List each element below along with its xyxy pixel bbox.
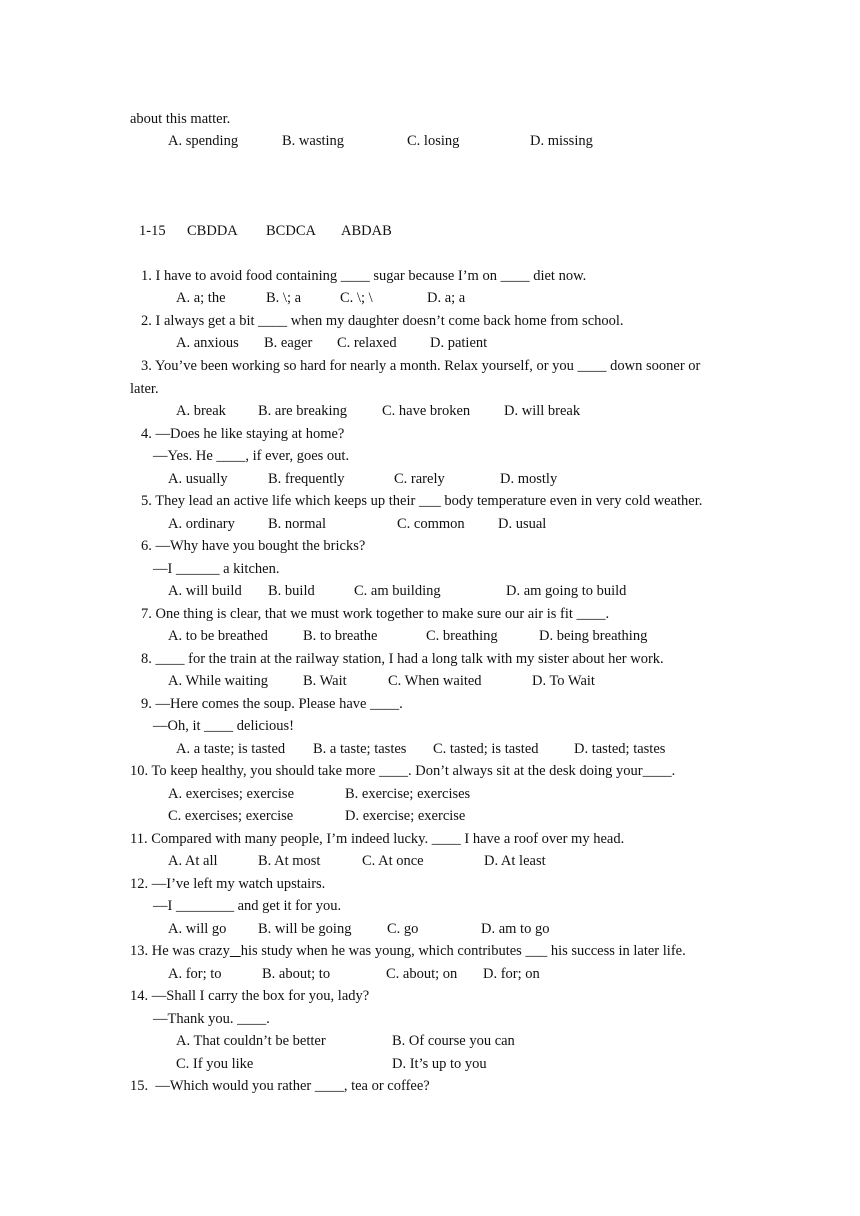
question-15-stem: 15. ―Which would you rather ____, tea or coffee? — [130, 1078, 430, 1094]
question-10-stem: 10. To keep healthy, you should take more ____. Don’t always sit at the desk doing your____. — [130, 763, 676, 779]
option-b: B. are breaking — [258, 403, 347, 419]
option-b: B. Wait — [303, 673, 347, 689]
option-a: A. break — [176, 403, 226, 419]
question-2-stem: 2. I always get a bit ____ when my daughter doesn’t come back home from school. — [141, 313, 624, 329]
question-11-stem: 11. Compared with many people, I’m indeed lucky. ____ I have a roof over my head. — [130, 831, 625, 847]
question-1-stem: 1. I have to avoid food containing ____ sugar because I’m on ____ diet now. — [141, 268, 587, 284]
option-d: D. am going to build — [506, 583, 627, 599]
option-b: B. \; a — [266, 290, 302, 306]
option-c: C. At once — [362, 853, 424, 869]
option-b: B. At most — [258, 853, 321, 869]
option-a: A. will go — [168, 921, 227, 937]
question-7-stem: 7. One thing is clear, that we must work together to make sure our air is fit ____. — [141, 606, 610, 622]
answer-key-group: BCDCA — [266, 223, 316, 239]
option-b: B. will be going — [258, 921, 352, 937]
option-b: B. frequently — [268, 471, 345, 487]
option-b: B. normal — [268, 516, 326, 532]
question-9-stem: 9. —Here comes the soup. Please have ____. — [141, 696, 403, 712]
option-c: C. have broken — [382, 403, 471, 419]
answer-key-group: CBDDA — [187, 223, 238, 239]
option-d: D. tasted; tastes — [574, 741, 666, 757]
option-b: B. a taste; tastes — [313, 741, 407, 757]
answer-key-group: ABDAB — [341, 223, 392, 239]
option-b: B. eager — [264, 335, 313, 351]
question-4-stem: 4. —Does he like staying at home? — [141, 426, 345, 442]
option-a: A. usually — [168, 471, 228, 487]
question-8-stem: 8. ____ for the train at the railway station, I had a long talk with my sister about her work. — [141, 651, 664, 667]
option-a: A. At all — [168, 853, 218, 869]
option-d: D. a; a — [427, 290, 466, 306]
option-b: B. exercise; exercises — [345, 786, 471, 802]
question-12-stem: 12. —I’ve left my watch upstairs. — [130, 876, 326, 892]
option-d: D. It’s up to you — [392, 1056, 487, 1072]
option-c: C. losing — [407, 133, 460, 149]
question-9-reply: —Oh, it ____ delicious! — [153, 718, 294, 734]
option-d: D. mostly — [500, 471, 558, 487]
option-a: A. will build — [168, 583, 242, 599]
option-d: D. usual — [498, 516, 547, 532]
option-a: A. While waiting — [168, 673, 269, 689]
option-c: C. relaxed — [337, 335, 397, 351]
option-c: C. common — [397, 516, 465, 532]
question-6-reply: —I ______ a kitchen. — [153, 561, 280, 577]
question-3-stem-continued: later. — [130, 381, 159, 397]
option-a: A. exercises; exercise — [168, 786, 295, 802]
option-b: B. Of course you can — [392, 1033, 515, 1049]
option-c: C. \; \ — [340, 290, 373, 306]
option-c: C. When waited — [388, 673, 482, 689]
option-b: B. to breathe — [303, 628, 378, 644]
option-b: B. wasting — [282, 133, 345, 149]
option-d: D. To Wait — [532, 673, 595, 689]
option-c: C. go — [387, 921, 419, 937]
option-c: C. am building — [354, 583, 441, 599]
option-a: A. a taste; is tasted — [176, 741, 286, 757]
option-a: A. anxious — [176, 335, 239, 351]
option-d: D. missing — [530, 133, 593, 149]
option-d: D. being breathing — [539, 628, 648, 644]
answer-key-range: 1-15 — [139, 223, 166, 239]
question-13-stem-part-1: 13. He was crazy — [130, 943, 230, 959]
option-a: A. ordinary — [168, 516, 235, 532]
question-13-stem — [130, 940, 686, 963]
question-3-stem: 3. You’ve been working so hard for nearly a month. Relax yourself, or you ____ down sooner or — [141, 358, 701, 374]
option-c: C. exercises; exercise — [168, 808, 294, 824]
option-c: C. breathing — [426, 628, 498, 644]
option-b: B. about; to — [262, 966, 331, 982]
question-14-stem: 14. —Shall I carry the box for you, lady? — [130, 988, 370, 1004]
option-b: B. build — [268, 583, 315, 599]
question-13-stem-part-2: his study when he was young, which contributes ___ his success in later life. — [240, 943, 686, 959]
option-d: D. At least — [484, 853, 546, 869]
question-4-reply: —Yes. He ____, if ever, goes out. — [153, 448, 350, 464]
answer-blank — [230, 943, 241, 959]
question-6-stem: 6. —Why have you bought the bricks? — [141, 538, 366, 554]
option-d: D. exercise; exercise — [345, 808, 466, 824]
option-d: D. for; on — [483, 966, 540, 982]
option-a: A. to be breathed — [168, 628, 268, 644]
question-continuation: about this matter. — [130, 111, 231, 127]
option-a: A. spending — [168, 133, 239, 149]
option-c: C. rarely — [394, 471, 445, 487]
option-d: D. am to go — [481, 921, 550, 937]
option-c: C. about; on — [386, 966, 458, 982]
question-12-reply: —I ________ and get it for you. — [153, 898, 342, 914]
option-c: C. tasted; is tasted — [433, 741, 539, 757]
question-14-reply: —Thank you. ____. — [153, 1011, 270, 1027]
option-d: D. patient — [430, 335, 488, 351]
option-a: A. for; to — [168, 966, 222, 982]
option-d: D. will break — [504, 403, 581, 419]
option-c: C. If you like — [176, 1056, 254, 1072]
question-5-stem: 5. They lead an active life which keeps up their ___ body temperature even in very cold weather. — [141, 493, 703, 509]
option-a: A. That couldn’t be better — [176, 1033, 326, 1049]
option-a: A. a; the — [176, 290, 226, 306]
